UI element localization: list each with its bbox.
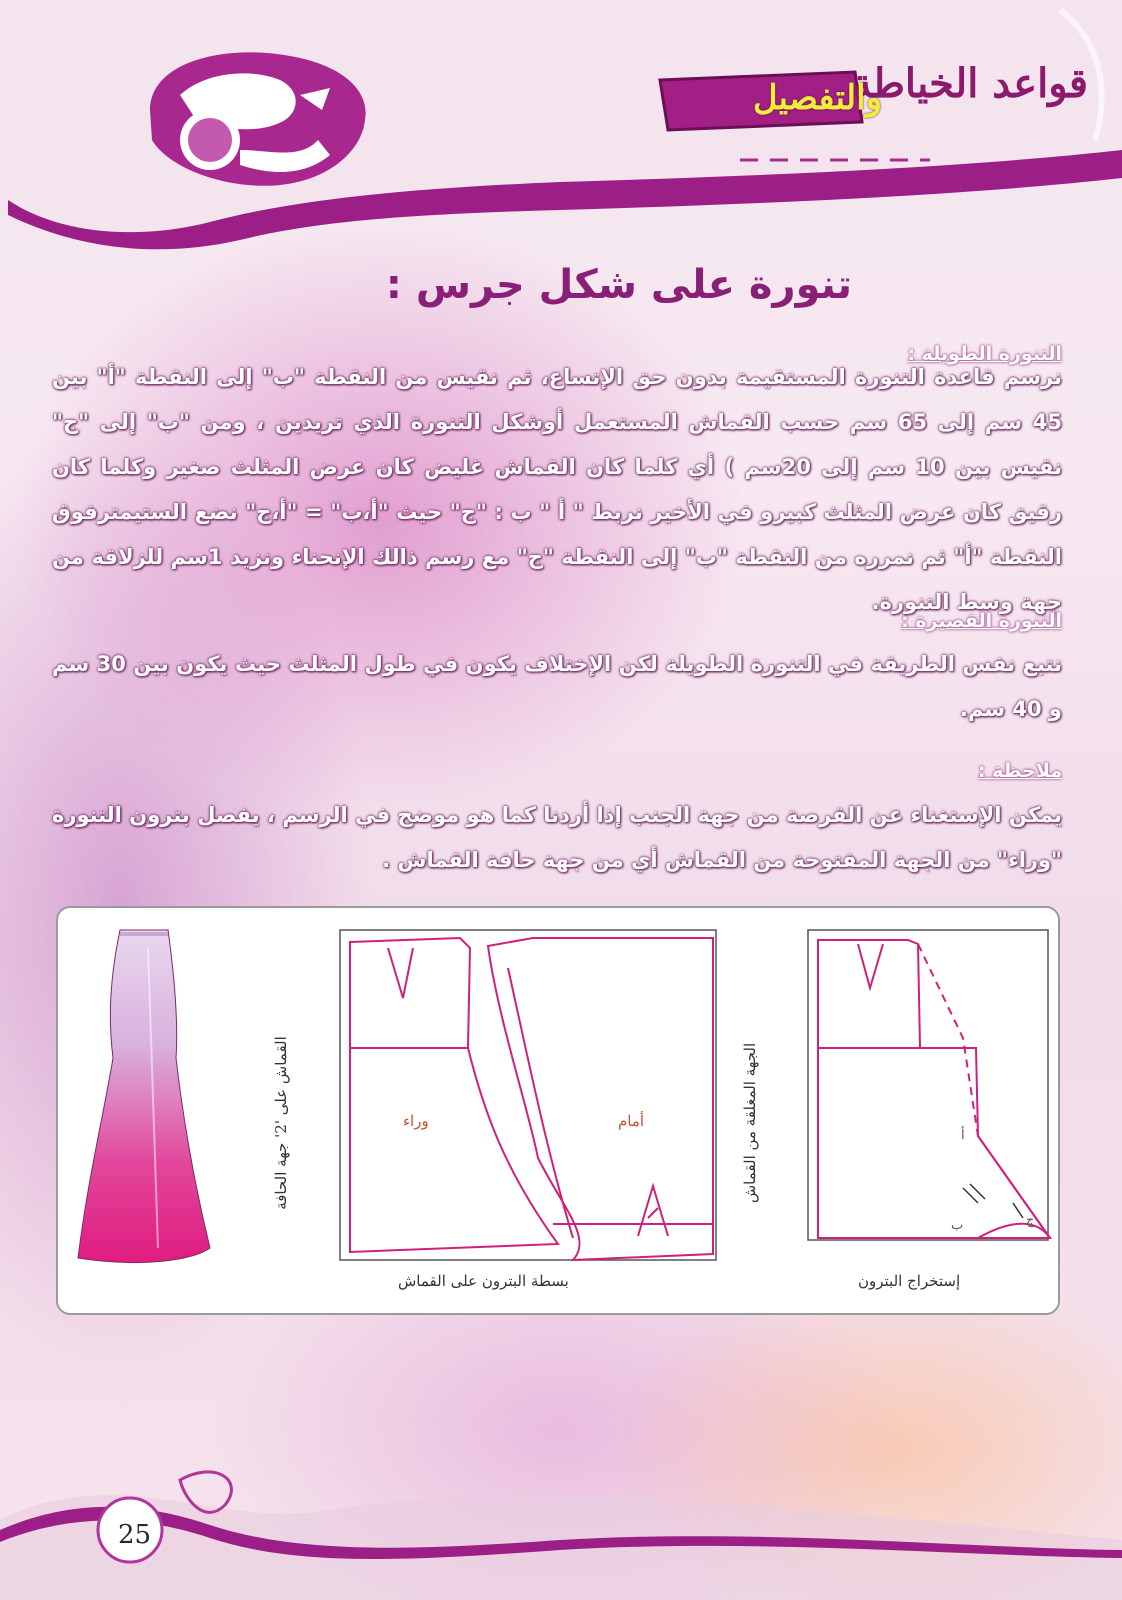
draft-caption: إستخراج البترون xyxy=(858,1272,961,1290)
long-skirt-subheading: التنورة الطويلة : xyxy=(907,343,1062,365)
note-subheading: ملاحظة : xyxy=(977,760,1062,782)
short-skirt-paragraph: نتبع نفس الطريقة في التنورة الطويلة لكن الإختلاف يكون في طول المثلث حيث يكون بين 30 سم و 40 سم. xyxy=(52,652,1062,721)
footer-decoration xyxy=(0,1400,1122,1600)
book-title: قواعد الخياطة xyxy=(851,60,1088,107)
pattern-draft xyxy=(808,930,1050,1240)
front-piece-label: أمام xyxy=(618,1112,645,1130)
pattern-diagram xyxy=(58,908,1058,1313)
logo-icon xyxy=(150,52,366,185)
layout-side-label: القماش على '2' جهة الحافة xyxy=(271,1036,290,1210)
point-a-label: أ xyxy=(961,1128,965,1143)
draft-side-label: الجهة المغلقة من القماش xyxy=(741,1042,760,1204)
layout-caption: بسطة البترون على القماش xyxy=(398,1272,569,1290)
book-title-badge: والتفصيل xyxy=(752,78,882,118)
note-paragraph: يمكن الإستغناء عن القرصة من جهة الجنب إذا أردنا كما هو موضح في الرسم ، يفصل بترون التنورة "وراء" من الجهة المفتوحة من القماش أي من جهة حافة القماش . xyxy=(52,803,1062,872)
page-number: 25 xyxy=(118,1520,152,1550)
back-piece-label: وراء xyxy=(403,1112,429,1130)
point-b-label: ب xyxy=(951,1218,964,1233)
point-c-label: ج xyxy=(1026,1213,1035,1228)
header-banner xyxy=(0,0,1122,260)
skirt-illustration xyxy=(78,930,210,1263)
short-skirt-subheading: التنورة القصيرة : xyxy=(901,610,1062,632)
pattern-layout xyxy=(340,930,716,1260)
figure-box xyxy=(56,906,1060,1315)
section-heading: تنورة على شكل جرس : xyxy=(385,262,852,308)
long-skirt-paragraph: نرسم قاعدة التنورة المستقيمة بدون حق الإتساع، ثم نقيس من النقطة "ب" إلى النقطة "أ" بين 45 سم إلى 65 سم حسب القماش المستعمل أوشكل التنورة الذي تريدين ، ومن "ب" إلى "ج" نقيس بين 10 سم إلى 20سم ) أي كلما كان القماش غليض كان عرض المثلث صغير وكلما كان رقيق كان عرض المثلث كبيرو في الأخير نربط " أ " ب : "ج" حيث "أ،ب" = "أ،ج" نضع الستيمترفوق النقطة "أ" ثم نمرره من النقطة "ب" إلى النقطة "ج" مع رسم ذالك الإنحناء ونزيد 1سم للزلاقة من جهة وسط التنورة. xyxy=(52,365,1063,614)
